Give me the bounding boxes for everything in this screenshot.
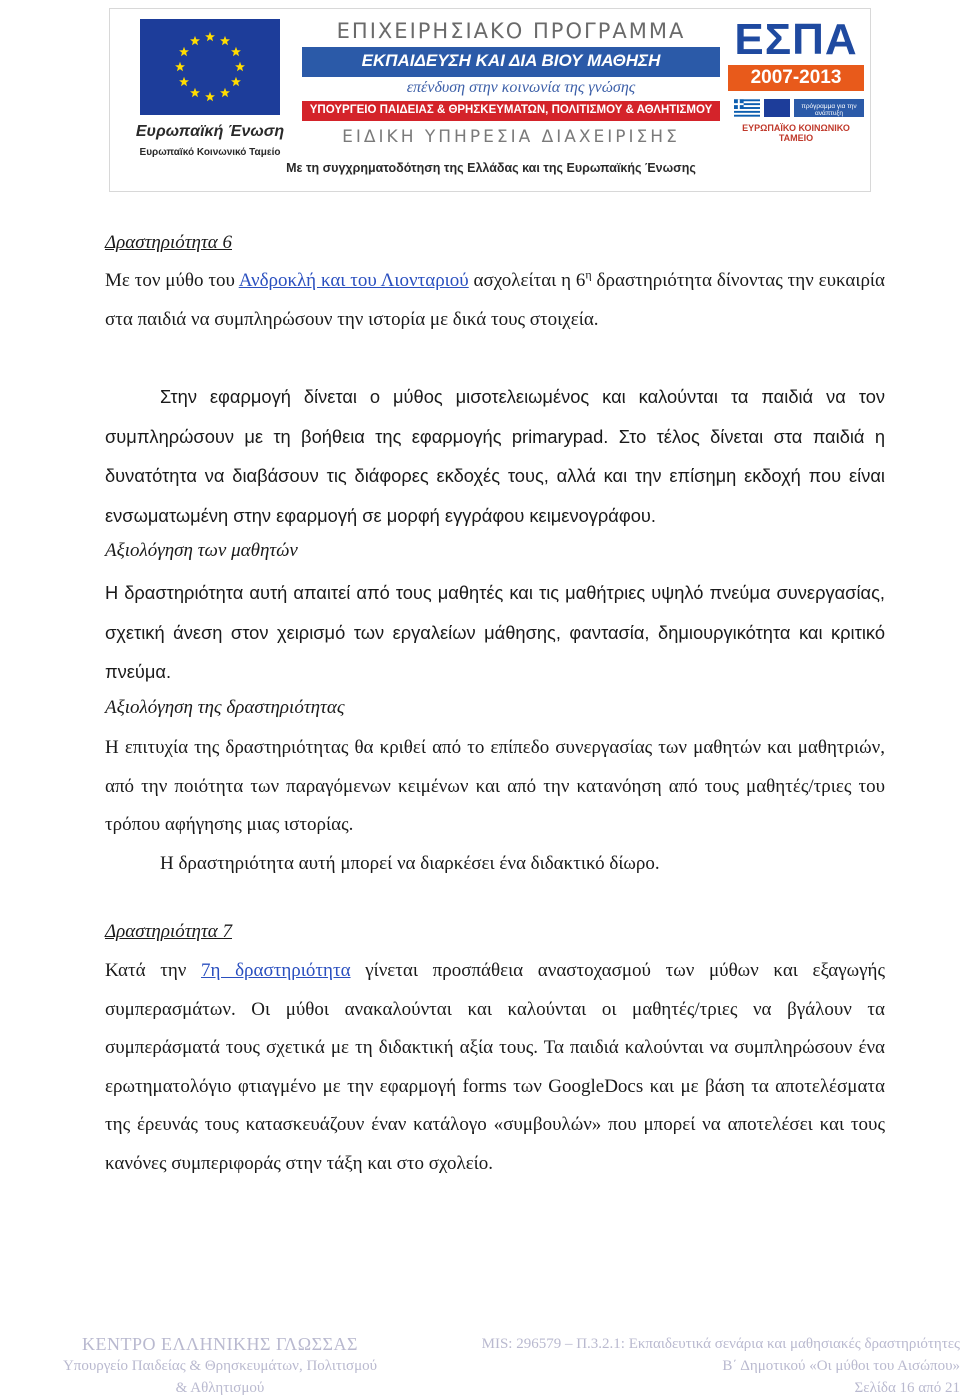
header-banner xyxy=(109,8,871,192)
ordinal-superscript: η xyxy=(585,267,592,282)
espa-years-bar xyxy=(728,65,864,91)
activity7-link[interactable]: 7η δραστηριότητα xyxy=(201,960,351,981)
espa-fund: ΕΥΡΩΠΑΪΚΟ ΚΟΙΝΩΝΙΚΟ ΤΑΜΕΙΟ xyxy=(742,123,850,143)
footer-ministry-line2: & Αθλητισμού xyxy=(175,1380,265,1396)
ministry-name: ΥΠΟΥΡΓΕΙΟ ΠΑΙΔΕΙΑΣ & ΘΡΗΣΚΕΥΜΑΤΩΝ, ΠΟΛΙΤΙΣΜΟΥ & ΑΘΛΗΤΙΣΜΟΥ xyxy=(309,104,713,116)
espa-word: ΕΣΠΑ xyxy=(734,15,858,64)
activity6-description-part2: Στο τέλος δίνεται στα παιδιά η δυνατότητα να διαβάσουν τις διάφορες εκδοχές τους, αλλά και την επίσημη εκδοχή που είναι ενσωματωμένη στην εφαρμογή σε μορφή εγγράφου κειμενογράφου. xyxy=(105,425,885,526)
activity7-text-start: Κατά την xyxy=(105,960,202,981)
footer-scenario-title: Β΄ Δημοτικού «Οι μύθοι του Αισώπου» xyxy=(722,1358,960,1374)
eval-activity-text: Η επιτυχία της δραστηριότητας θα κριθεί από το επίπεδο συνεργασίας των μαθητών και μαθητριών, από την ποιότητα των παραγόμενων κειμένων και από την κατανόηση από τους μαθητές/τριες του τρόπου αφήγησης μιας ιστορίας. xyxy=(105,737,885,835)
footer-project-code: MIS: 296579 – Π.3.2.1: Εκπαιδευτικά σενάρια και μαθησιακές δραστηριότητες xyxy=(481,1336,960,1352)
activity6-intro-start: Με τον μύθο του xyxy=(105,270,239,291)
eval-activity-heading: Αξιολόγηση της δραστηριότητας xyxy=(105,697,345,718)
greek-flag-icon xyxy=(734,99,760,117)
op-slogan: επένδυση στην κοινωνία της γνώσης xyxy=(406,79,636,96)
androkles-lion-link[interactable]: Ανδροκλή και του Λιονταριού xyxy=(238,270,469,291)
eu-logo xyxy=(124,19,296,179)
activity6-intro xyxy=(105,262,885,339)
activity7-text xyxy=(105,952,885,1183)
service-name: ΕΙΔΙΚΗ ΥΠΗΡΕΣΙΑ ΔΙΑΧΕΙΡΙΣΗΣ xyxy=(342,127,680,147)
eval-students-text xyxy=(105,574,885,693)
cofinancing-note: Με τη συγχρηματοδότηση της Ελλάδας και της Ευρωπαϊκής Ένωσης xyxy=(286,161,696,175)
eu-subtitle: Ευρωπαϊκό Κοινωνικό Ταμείο xyxy=(139,147,281,158)
espa-logo xyxy=(728,15,864,159)
eval-students-heading: Αξιολόγηση των μαθητών xyxy=(105,540,298,561)
page-footer xyxy=(0,1328,960,1400)
eu-flag-icon xyxy=(140,19,280,115)
activity6-heading: Δραστηριότητα 6 xyxy=(105,232,232,253)
activity7-text-end: γίνεται προσπάθεια αναστοχασμού των μύθων και εξαγωγής συμπερασμάτων. Οι μύθοι ανακαλούνται και καλούνται οι μαθητές/τριες να βγάλουν τα συμπεράσματά τους σχετικά με τη διδακτική αξία τους. Τα παιδιά καλούνται να συμπληρώσουν ένα ερωτηματολόγιο φτιαγμένο με την εφαρμογή forms των GoogleDocs και με βάση τα αποτελέσματα της έρευνάς τους κατασκευάζουν έναν κατάλογο «συμβουλών» που μπορεί να αποτελέσει και τους κανόνες συμπεριφοράς στην τάξη και στο σχολείο. xyxy=(105,960,885,1174)
footer-page-number: Σελίδα 16 από 21 xyxy=(854,1380,960,1396)
footer-center-name: ΚΕΝΤΡΟ ΕΛΛΗΝΙΚΗΣ ΓΛΩΣΣΑΣ xyxy=(81,1334,359,1354)
eu-mini-flag-icon xyxy=(764,99,790,117)
activity7-heading: Δραστηριότητα 7 xyxy=(105,921,232,942)
activity6-description xyxy=(105,378,885,536)
duration-note: Η δραστηριότητα αυτή μπορεί να διαρκέσει ένα διδακτικό δίωρο. xyxy=(160,853,660,874)
eval-students-body: Η δραστηριότητα αυτή απαιτεί από τους μαθητές και τις μαθήτριες υψηλό πνεύμα συνεργασίας, σχετική άνεση στον χειρισμό των εργαλείων μάθησης, φαντασία, δημιουργικότητα και κριτικό πνεύμα. xyxy=(105,582,885,682)
espa-years: 2007-2013 xyxy=(750,67,842,88)
espa-tag-text: πρόγραμμα για την ανάπτυξη xyxy=(801,103,857,117)
op-name-bar xyxy=(302,47,720,77)
op-logo xyxy=(302,19,720,159)
op-name: ΕΚΠΑΙΔΕΥΣΗ ΚΑΙ ΔΙΑ ΒΙΟΥ ΜΑΘΗΣΗ xyxy=(361,51,661,70)
op-title: ΕΠΙΧΕΙΡΗΣΙΑΚΟ ΠΡΟΓΡΑΜΜΑ xyxy=(336,19,686,43)
activity6-intro-end: δραστηριότητα δίνοντας την ευκαιρία στα παιδιά να συμπληρώσουν την ιστορία με δικά τους στοιχεία. xyxy=(105,270,885,330)
eu-title: Ευρωπαϊκή Ένωση xyxy=(135,123,285,140)
activity6-intro-mid: ασχολείται η 6 xyxy=(468,270,586,291)
espa-tag xyxy=(794,99,864,117)
activity6-description-part1: Στην εφαρμογή δίνεται ο μύθος μισοτελειωμένος και καλούνται τα παιδιά να τον συμπληρώσουν με τη βοήθεια της εφαρμογής primarypad. xyxy=(105,386,885,447)
footer-ministry-line1: Υπουργείο Παιδείας & Θρησκευμάτων, Πολιτισμού xyxy=(62,1358,378,1374)
ministry-bar xyxy=(302,101,720,121)
